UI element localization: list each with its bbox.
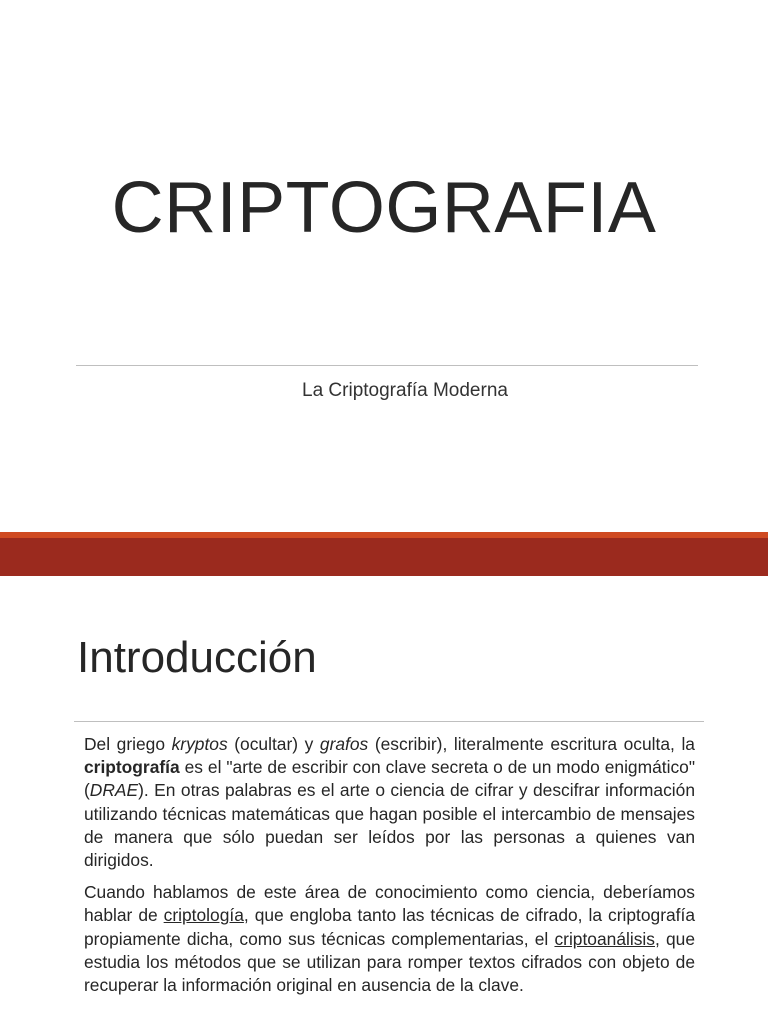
text-run: es el "arte de escribir con clave secreta o de un modo enigmático" ( bbox=[84, 757, 695, 801]
slide-separator-band bbox=[0, 538, 768, 576]
term-criptografia: criptografía bbox=[84, 757, 180, 778]
text-run: Cuando hablamos de este área de conocimiento como ciencia, deberíamos hablar de bbox=[84, 882, 695, 926]
heading-divider bbox=[74, 721, 704, 722]
link-criptoanalisis[interactable]: criptoanálisis bbox=[554, 928, 655, 949]
slide-subtitle: La Criptografía Moderna bbox=[302, 380, 508, 401]
title-divider bbox=[76, 365, 698, 366]
text-run: (escribir), literalmente escritura oculta, la bbox=[368, 734, 695, 754]
term-drae: DRAE bbox=[89, 780, 139, 801]
text-run: (ocultar) y bbox=[227, 734, 320, 754]
text-run: Del griego bbox=[84, 734, 172, 754]
term-kryptos: kryptos bbox=[171, 734, 228, 754]
link-criptologia[interactable]: criptología bbox=[163, 905, 244, 926]
text-run: , que engloba tanto las técnicas de cifrado, la criptografía propiamente dicha, como sus técnicas complementarias, el bbox=[84, 905, 695, 949]
intro-slide bbox=[0, 576, 768, 1024]
slide-title: CRIPTOGRAFIA bbox=[111, 168, 657, 248]
text-run: ). En otras palabras es el arte o ciencia de cifrar y descifrar información utilizando técnicas matemáticas que hagan posible el intercambio de mensajes de manera que sólo puedan ser leídos por las personas a quienes van dirigidos. bbox=[84, 780, 695, 871]
intro-paragraph-2 bbox=[84, 881, 695, 997]
intro-body bbox=[84, 733, 695, 1006]
intro-paragraph-1 bbox=[84, 733, 695, 872]
text-run: , que estudia los métodos que se utilizan para romper textos cifrados con objeto de recuperar la información original en ausencia de la clave. bbox=[84, 928, 696, 996]
term-grafos: grafos bbox=[319, 734, 369, 754]
intro-heading: Introducción bbox=[77, 633, 317, 682]
